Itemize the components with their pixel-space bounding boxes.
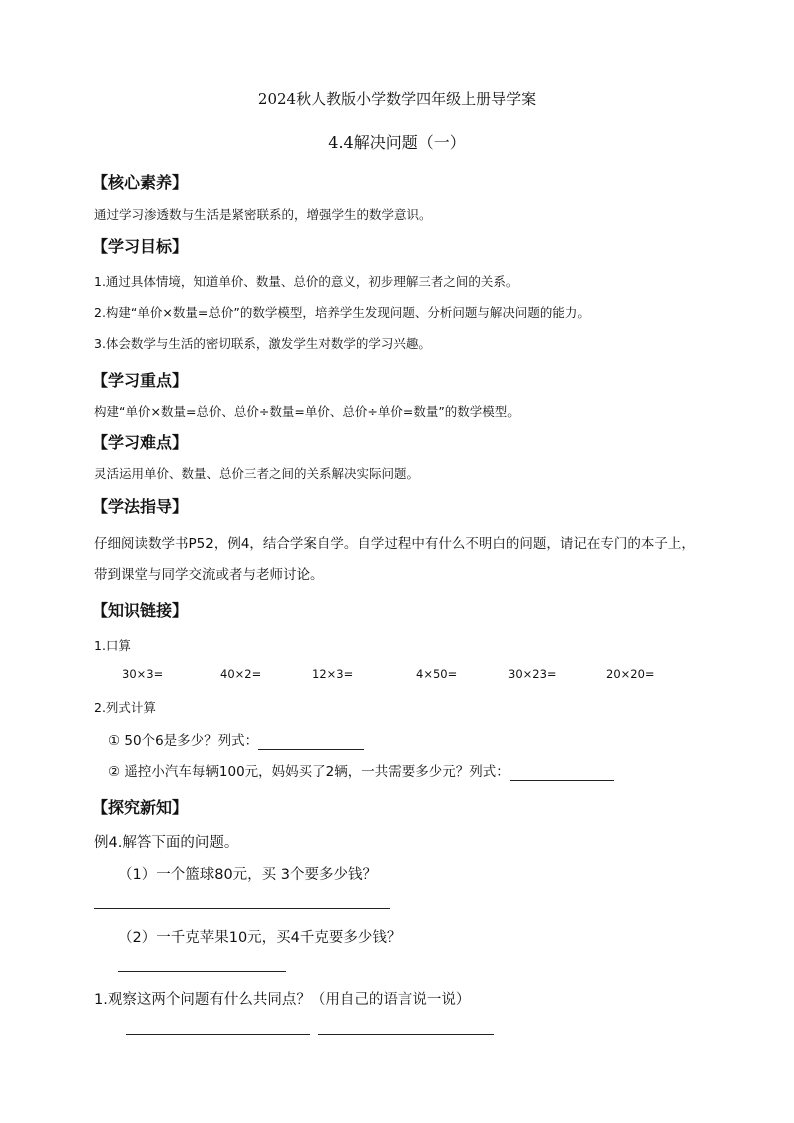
lesson-title: 4.4解决问题（一） bbox=[328, 133, 466, 152]
section-heading-difficulties: 【学习难点】 bbox=[92, 433, 189, 452]
section-heading-explore: 【探究新知】 bbox=[92, 798, 189, 817]
written-calc-label: 2.列式计算 bbox=[94, 700, 156, 715]
example-problem-1: （1）一个篮球80元，买 3个要多少钱？ bbox=[118, 867, 378, 883]
key-points-text: 构建“单价×数量=总价、总价÷数量=单价、总价÷单价=数量”的数学模型。 bbox=[94, 404, 520, 419]
objective-item-2: 2.构建“单价×数量=总价”的数学模型，培养学生发现问题、分析问题与解决问题的能力。 bbox=[94, 305, 590, 320]
example-label: 例4.解答下面的问题。 bbox=[94, 835, 239, 851]
document-title: 2024秋人教版小学数学四年级上册导学案 bbox=[257, 90, 537, 108]
objective-item-1: 1.通过具体情境，知道单价、数量、总价的意义，初步理解三者之间的关系。 bbox=[94, 274, 519, 289]
oral-item-5: 30×23= bbox=[508, 667, 557, 681]
oral-calc-label: 1.口算 bbox=[94, 638, 131, 653]
observe-question: 1.观察这两个问题有什么共同点？（用自己的语言说一说） bbox=[94, 992, 471, 1008]
method-text-line-1: 仔细阅读数学书P52，例4，结合学案自学。自学过程中有什么不明白的问题，请记在专门的本子上， bbox=[94, 536, 695, 552]
oral-item-3: 12×3= bbox=[312, 667, 354, 681]
calc-question-1-text: ① 50个6是多少？列式： bbox=[108, 733, 259, 749]
answer-blank-1[interactable] bbox=[258, 733, 364, 750]
answer-line-3[interactable] bbox=[126, 1034, 310, 1035]
calc-question-1 bbox=[108, 729, 364, 750]
answer-line-1[interactable] bbox=[94, 908, 390, 909]
answer-line-2[interactable] bbox=[118, 971, 286, 972]
core-literacy-text: 通过学习渗透数与生活是紧密联系的，增强学生的数学意识。 bbox=[94, 207, 432, 222]
objective-item-3: 3.体会数学与生活的密切联系，激发学生对数学的学习兴趣。 bbox=[94, 336, 431, 351]
oral-item-6: 20×20= bbox=[606, 667, 655, 681]
example-problem-2: （2）一千克苹果10元，买4千克要多少钱？ bbox=[118, 930, 402, 946]
oral-item-2: 40×2= bbox=[220, 667, 262, 681]
oral-item-4: 4×50= bbox=[416, 667, 458, 681]
answer-line-4[interactable] bbox=[318, 1034, 494, 1035]
oral-item-1: 30×3= bbox=[122, 667, 164, 681]
section-heading-core-literacy: 【核心素养】 bbox=[92, 173, 189, 192]
section-heading-key-points: 【学习重点】 bbox=[92, 371, 189, 390]
calc-question-2-text: ② 遥控小汽车每辆100元，妈妈买了2辆，一共需要多少元？列式： bbox=[108, 764, 510, 780]
answer-blank-2[interactable] bbox=[510, 764, 614, 781]
method-text-line-2: 带到课堂与同学交流或者与老师讨论。 bbox=[94, 567, 324, 583]
section-heading-method: 【学法指导】 bbox=[92, 497, 189, 516]
difficulties-text: 灵活运用单价、数量、总价三者之间的关系解决实际问题。 bbox=[94, 466, 420, 481]
calc-question-2 bbox=[108, 760, 614, 781]
section-heading-objectives: 【学习目标】 bbox=[92, 237, 189, 256]
section-heading-knowledge-link: 【知识链接】 bbox=[92, 601, 189, 620]
